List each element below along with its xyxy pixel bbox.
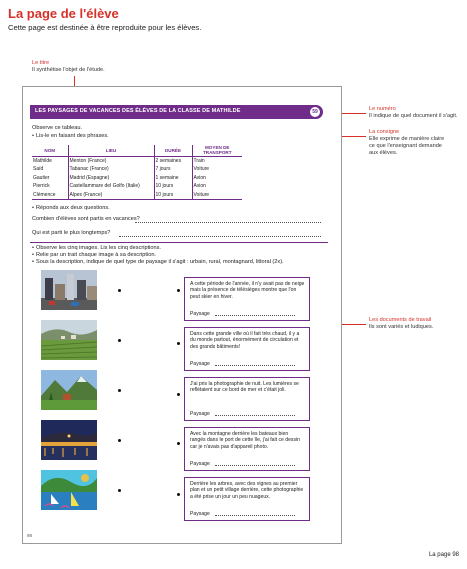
table-cell: Gautier — [33, 174, 50, 181]
photo-city — [41, 270, 97, 310]
table-cell: Pierrick — [33, 183, 50, 190]
table-header-transport: MOYEN DE TRANSPORT — [192, 145, 242, 157]
table-cell: Voiture — [192, 191, 242, 200]
paysage-label: Paysage — [190, 461, 210, 467]
section-divider — [30, 242, 328, 243]
vacation-table — [32, 145, 242, 200]
table-header-lieu: LIEU — [68, 145, 154, 157]
table-row — [32, 165, 242, 173]
instruction-read: • Lis-le en faisant des phrases. — [32, 133, 109, 140]
table-cell: Mathilde — [33, 158, 52, 164]
paysage-answer-line[interactable] — [215, 315, 295, 316]
link-dot-description-3[interactable] — [177, 393, 180, 396]
page-subtitle: Cette page est destinée à être reproduite pour les élèves. — [8, 23, 202, 32]
paysage-answer-line[interactable] — [215, 415, 295, 416]
annotation-numero-title: Le numéro — [369, 106, 396, 112]
link-dot-image-5[interactable] — [118, 489, 121, 492]
table-cell: Saïd — [33, 166, 44, 173]
table-header-duree: DURÉE — [154, 145, 192, 157]
paysage-answer-line[interactable] — [215, 515, 295, 516]
page-title: La page de l'élève — [8, 6, 119, 21]
paysage-label: Paysage — [190, 361, 210, 367]
footer-page-label: La page 98 — [428, 552, 459, 558]
instruction-observe-images: • Observe les cinq images. Lis les cinq descriptions. — [32, 245, 161, 252]
worksheet-header-title: LES PAYSAGES DE VACANCES DES ÉLÈVES DE LA CLASSE DE MATHILDE — [35, 108, 241, 114]
instruction-link: • Relie par un trait chaque image à sa description. — [32, 252, 156, 259]
annotation-documents-title: Les documents de travail — [369, 317, 432, 323]
table-cell: 7 jours — [154, 165, 192, 173]
description-text: A cette période de l'année, il n'y avait pas de neige mais la présence de télésièges montre que l'on peut skier en hiver. — [190, 281, 305, 300]
table-cell: Madrid (Espagne) — [68, 174, 154, 182]
annotation-consigne — [369, 129, 444, 157]
table-row — [32, 182, 242, 190]
annotation-consigne-line2: ce que l'enseignant demande — [369, 143, 442, 149]
document-number-badge: 59 — [310, 107, 320, 117]
table-cell: 1 semaine — [154, 174, 192, 182]
table-header-nom: NOM — [32, 145, 68, 157]
annotation-documents-line1: Ils sont variés et ludiques. — [369, 324, 434, 330]
answer-line-1[interactable] — [135, 222, 321, 223]
table-cell: 2 semaines — [154, 157, 192, 166]
table-cell: Clémence — [33, 191, 56, 198]
paysage-answer-line[interactable] — [215, 465, 295, 466]
table-cell: Menton (France) — [68, 157, 154, 166]
annotation-consigne-line1: Elle exprime de manière claire — [369, 136, 445, 142]
annotation-numero — [369, 106, 457, 120]
annotation-documents — [369, 317, 433, 331]
answer-line-2[interactable] — [119, 236, 321, 237]
table-cell: Tabanac (France) — [68, 165, 154, 173]
paysage-label: Paysage — [190, 311, 210, 317]
link-dot-description-5[interactable] — [177, 493, 180, 496]
link-dot-image-2[interactable] — [118, 339, 121, 342]
table-cell: Alpes (France) — [68, 191, 154, 200]
photo-mountain — [41, 370, 97, 410]
link-dot-image-1[interactable] — [118, 289, 121, 292]
instruction-observe: Observe ce tableau. — [32, 125, 83, 131]
table-cell: Voiture — [192, 165, 242, 173]
description-box — [184, 327, 310, 371]
paysage-label: Paysage — [190, 411, 210, 417]
description-text: Derrière les arbres, avec des vignes au premier plan et un petit village derrière, cette photographie a été prise un jour un peu nuageux. — [190, 481, 304, 500]
link-dot-image-3[interactable] — [118, 389, 121, 392]
description-text: Avec la montagne derrière les bateaux bien rangés dans le port de cette île, j'ai fait ce dessin car je n'avais pas d'appareil photo. — [190, 431, 300, 450]
annotation-numero-line1: Il indique de quel document il s'agit. — [369, 113, 458, 119]
instruction-landscape-type: • Sous la description, indique de quel type de paysage il s'agit : urbain, rural, montagnard, littoral (2x). — [32, 259, 284, 266]
annotation-titre-text: Il synthétise l'objet de l'étude. — [32, 67, 105, 73]
table-row — [32, 174, 242, 182]
paysage-label: Paysage — [190, 511, 210, 517]
link-dot-description-4[interactable] — [177, 442, 180, 445]
photo-vineyard — [41, 320, 97, 360]
table-cell: Avion — [192, 174, 242, 182]
table-header-row — [32, 145, 242, 157]
table-row — [32, 157, 242, 166]
link-dot-description-2[interactable] — [177, 342, 180, 345]
photo-drawing-harbor — [41, 470, 97, 510]
annotation-consigne-line3: aux élèves. — [369, 150, 398, 156]
description-box — [184, 377, 310, 421]
photo-night-coast — [41, 420, 97, 460]
table-cell: Castellammare del Golfo (Italie) — [68, 182, 154, 190]
table-cell: 10 jours — [154, 182, 192, 190]
annotation-titre-title: Le titre — [32, 60, 50, 66]
table-cell: 10 jours — [154, 191, 192, 200]
paysage-answer-line[interactable] — [215, 365, 295, 366]
worksheet-header — [30, 105, 323, 119]
annotation-titre — [32, 60, 105, 74]
link-dot-image-4[interactable] — [118, 439, 121, 442]
description-box — [184, 277, 310, 321]
table-cell: Avion — [192, 182, 242, 190]
description-text: Dans cette grande ville où il fait très chaud, il y a du monde partout, énormément de circulation et des grands bâtiments! — [190, 331, 300, 350]
annotation-consigne-title: La consigne — [369, 129, 400, 135]
description-text: J'ai pris la photographie de nuit. Les lumières se reflètaient sur ce bord de mer et c'était joli. — [190, 381, 299, 394]
table-cell: Train — [192, 157, 242, 166]
worksheet-page — [22, 86, 342, 544]
description-box — [184, 427, 310, 471]
description-box — [184, 477, 310, 521]
question-1: Combien d'élèves sont partis en vacances? — [32, 216, 140, 222]
question-2: Qui est parti le plus longtemps? — [32, 230, 111, 236]
link-dot-description-1[interactable] — [177, 289, 180, 292]
instruction-answer: • Réponds aux deux questions. — [32, 205, 110, 212]
inner-page-number: 98 — [27, 533, 33, 538]
table-row — [32, 191, 242, 200]
